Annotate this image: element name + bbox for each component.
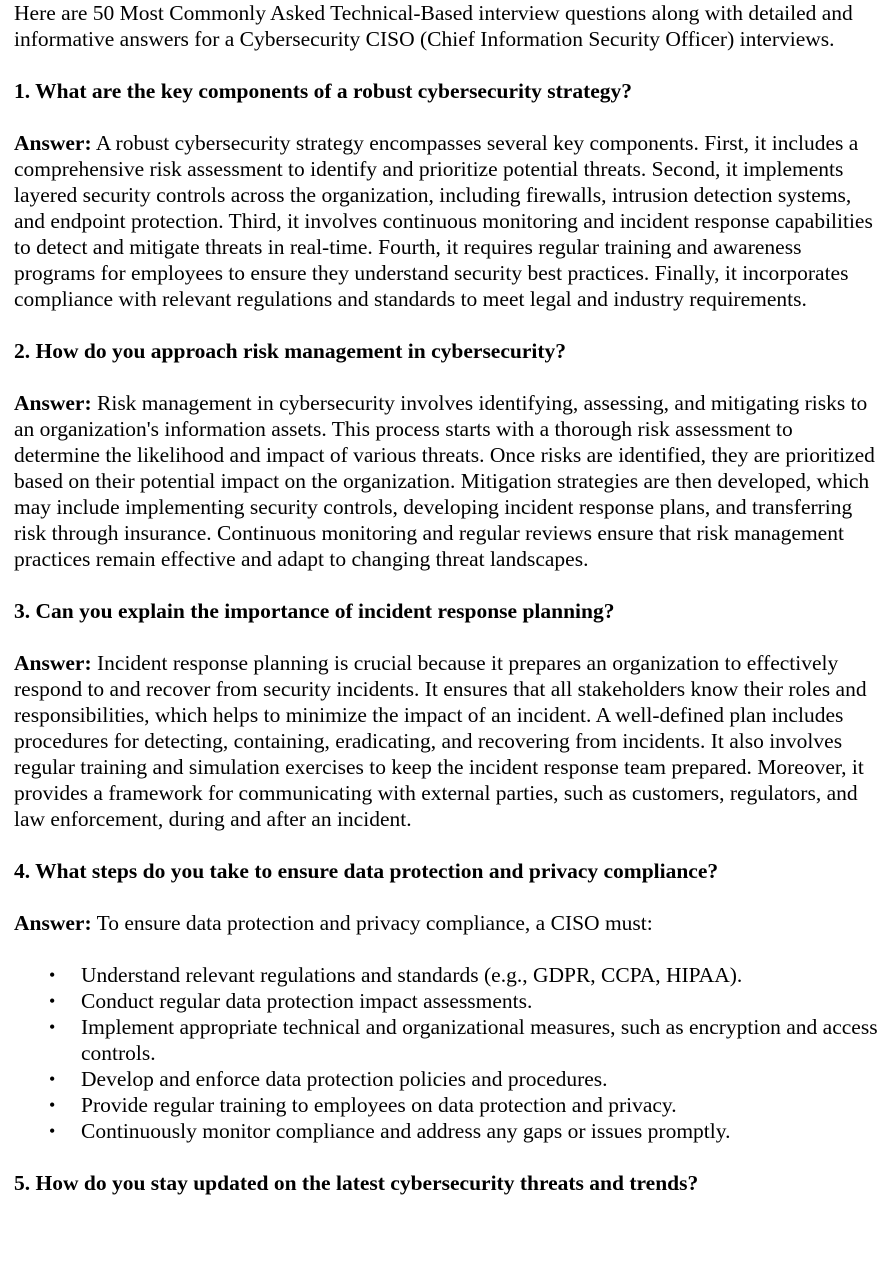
bullet-text: Continuously monitor compliance and address any gaps or issues promptly. — [81, 1119, 731, 1143]
answer-4-text: To ensure data protection and privacy compliance, a CISO must: — [91, 911, 653, 935]
bullet-item — [14, 962, 881, 988]
question-4-heading: 4. What steps do you take to ensure data protection and privacy compliance? — [14, 859, 719, 883]
bullet-item — [14, 1092, 881, 1118]
question-2-heading: 2. How do you approach risk management in cybersecurity? — [14, 339, 567, 363]
bullet-icon: • — [49, 991, 56, 1011]
question-1-heading: 1. What are the key components of a robust cybersecurity strategy? — [14, 79, 633, 103]
answer-1-text: A robust cybersecurity strategy encompasses several key components. First, it includes a comprehensive risk assessment to identify and prioritize potential threats. Second, it implements layered security controls across the organization, including firewalls, intrusion detection systems, and endpoint protection. Third, it involves continuous monitoring and incident response capabilities to detect and mitigate threats in real-time. Fourth, it requires regular training and awareness programs for employees to ensure they understand security best practices. Finally, it incorporates compliance with relevant regulations and standards to meet legal and industry requirements. — [14, 131, 873, 311]
bullet-icon: • — [49, 1095, 56, 1115]
answer-label: Answer: — [14, 391, 92, 415]
answer-3 — [14, 650, 881, 832]
answer-label: Answer: — [14, 911, 92, 935]
bullet-icon: • — [49, 1017, 56, 1037]
bullet-text: Develop and enforce data protection policies and procedures. — [81, 1067, 608, 1091]
answer-4 — [14, 910, 881, 936]
answer-4-bullet-list — [14, 962, 881, 1144]
answer-label: Answer: — [14, 131, 92, 155]
question-5-heading: 5. How do you stay updated on the latest cybersecurity threats and trends? — [14, 1171, 699, 1195]
bullet-item — [14, 1066, 881, 1092]
bullet-item — [14, 1014, 881, 1066]
bullet-icon: • — [49, 1069, 56, 1089]
bullet-icon: • — [49, 1121, 56, 1141]
bullet-text: Provide regular training to employees on data protection and privacy. — [81, 1093, 677, 1117]
bullet-text: Implement appropriate technical and organizational measures, such as encryption and access controls. — [81, 1015, 878, 1065]
answer-3-text: Incident response planning is crucial because it prepares an organization to effectively respond to and recover from security incidents. It ensures that all stakeholders know their roles and responsibilities, which helps to minimize the impact of an incident. A well-defined plan includes procedures for detecting, containing, eradicating, and recovering from incidents. It also involves regular training and simulation exercises to keep the incident response team prepared. Moreover, it provides a framework for communicating with external parties, such as customers, regulators, and law enforcement, during and after an incident. — [14, 651, 867, 831]
bullet-icon: • — [49, 965, 56, 985]
answer-label: Answer: — [14, 651, 92, 675]
bullet-text: Understand relevant regulations and standards (e.g., GDPR, CCPA, HIPAA). — [81, 963, 743, 987]
bullet-item — [14, 988, 881, 1014]
bullet-item — [14, 1118, 881, 1144]
intro-paragraph: Here are 50 Most Commonly Asked Technical-Based interview questions along with detailed and informative answers for a Cybersecurity CISO (Chief Information Security Officer) interviews. — [14, 1, 853, 51]
question-3-heading: 3. Can you explain the importance of incident response planning? — [14, 599, 615, 623]
answer-2-text: Risk management in cybersecurity involves identifying, assessing, and mitigating risks to an organization's information assets. This process starts with a thorough risk assessment to determine the likelihood and impact of various threats. Once risks are identified, they are prioritized based on their potential impact on the organization. Mitigation strategies are then developed, which may include implementing security controls, developing incident response plans, and transferring risk through insurance. Continuous monitoring and regular reviews ensure that risk management practices remain effective and adapt to changing threat landscapes. — [14, 391, 875, 571]
bullet-text: Conduct regular data protection impact assessments. — [81, 989, 533, 1013]
answer-2 — [14, 390, 881, 572]
answer-1 — [14, 130, 881, 312]
